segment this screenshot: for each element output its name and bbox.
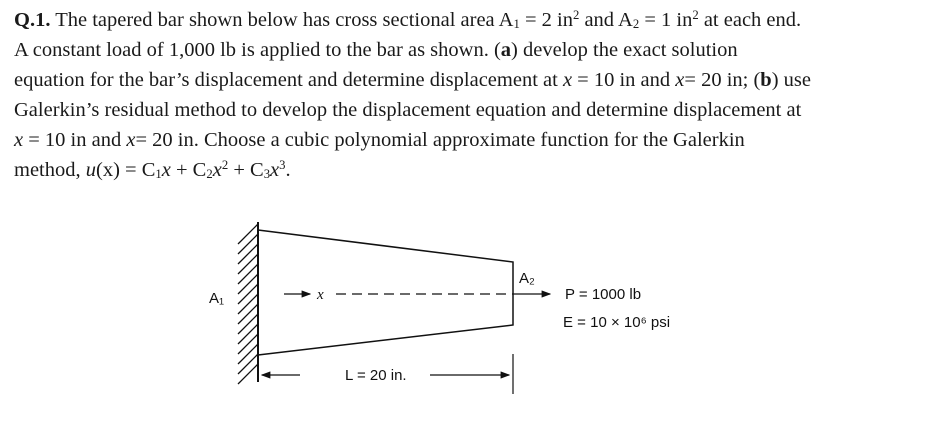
area-a1-label: A₁ [209,290,225,307]
part-b-marker: b [760,69,772,91]
tapered-bar [258,230,513,355]
area-a2-label: A₂ [519,270,535,287]
question-number: Q.1. [14,9,51,31]
problem-line-4: Galerkin’s residual method to develop the displacement equation and determine displacement at [14,99,802,121]
problem-line-6: method, $u(x) = C_1x + C_2x^2 + C_3x^3$. [14,158,291,181]
problem-line-2: A constant load of 1,000 lb is applied to the bar as shown. (a) develop the exact solution [14,39,738,61]
wall-hatching [238,224,258,384]
problem-line-3: equation for the bar’s displacement and determine displacement at x = 10 in and x= 20 in; (b) use [14,69,811,91]
length-dimension-label: L = 20 in. [345,367,407,384]
modulus-label: E = 10 × 10⁶ psi [563,314,671,331]
load-label: P = 1000 lb [565,286,642,303]
part-a-marker: a [500,39,512,61]
problem-line-1: Q.1. The tapered bar shown below has cross sectional area $A_1 = 2$ $in^2$ and $A_2 = 1$ $in^2$ at each end. [14,8,802,31]
x-axis-label: x [317,287,324,303]
problem-line-5: x = 10 in and x= 20 in. Choose a cubic polynomial approximate function for the Galerkin [14,129,745,151]
